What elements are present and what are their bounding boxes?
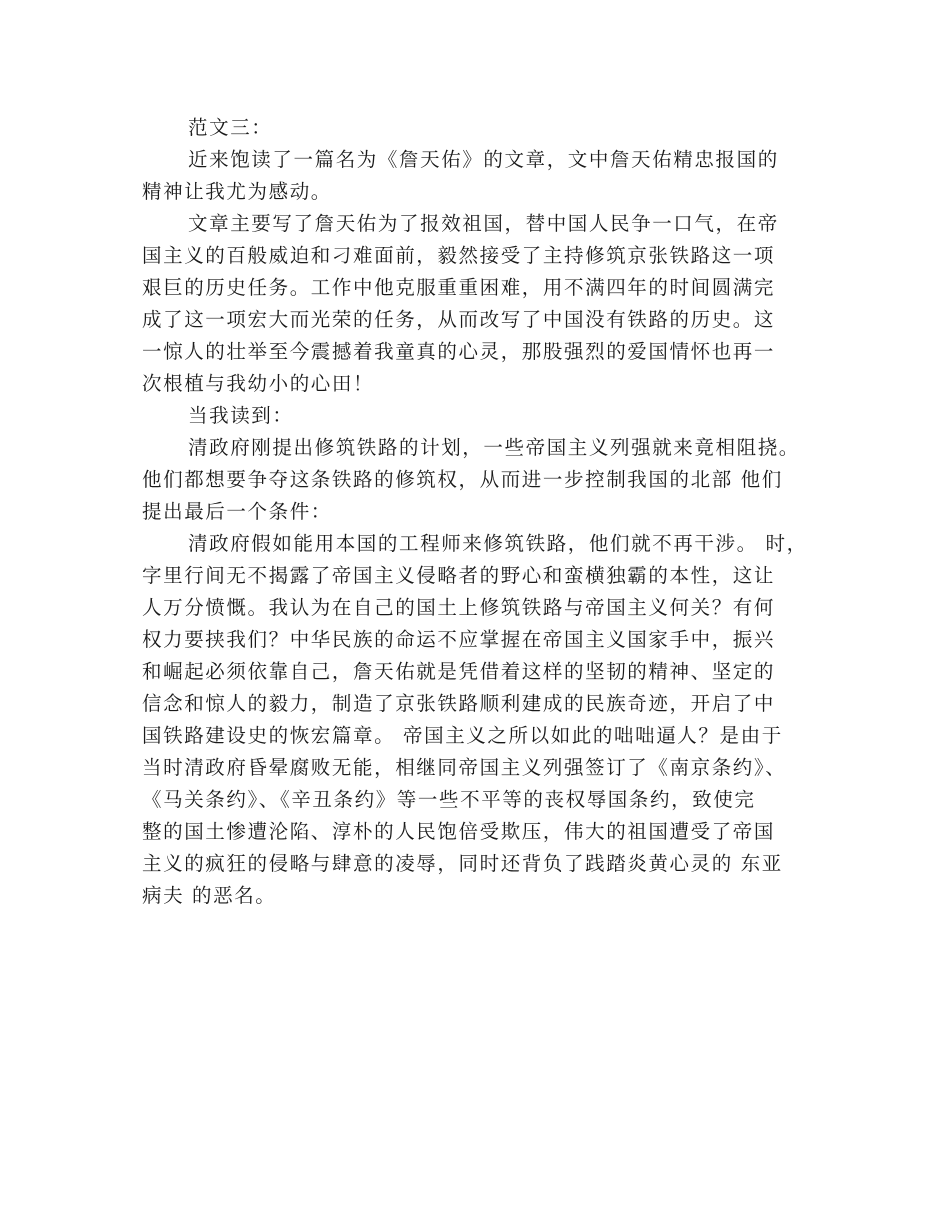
text-line: 病夫 的恶名。 [142, 884, 277, 907]
text-line: 次根植与我幼小的心田！ [142, 372, 375, 395]
essay-body [142, 112, 812, 912]
text-line: 一惊人的壮举至今震撼着我童真的心灵，那股强烈的爱国情怀也再一 [142, 340, 776, 363]
text-line: 清政府假如能用本国的工程师来修筑铁路，他们就不再干涉。 时， [188, 532, 808, 555]
text-line: 国铁路建设史的恢宏篇章。 帝国主义之所以如此的咄咄逼人？是由于 [142, 724, 783, 747]
text-line: 清政府刚提出修筑铁路的计划，一些帝国主义列强就来竟相阻挠。 [188, 436, 800, 459]
text-line: 字里行间无不揭露了帝国主义侵略者的野心和蛮横独霸的本性，这让 [142, 564, 776, 587]
text-line: 人万分愤慨。我认为在自己的国土上修筑铁路与帝国主义何关？有何 [142, 596, 776, 619]
text-line: 当我读到： [188, 404, 294, 427]
text-line: 信念和惊人的毅力，制造了京张铁路顺利建成的民族奇迹，开启了中 [142, 692, 776, 715]
text-line: 近来饱读了一篇名为《詹天佑》的文章，文中詹天佑精忠报国的 [188, 148, 779, 171]
essay-heading: 范文三： [188, 116, 273, 139]
text-line: 精神让我尤为感动。 [142, 180, 332, 203]
text-line: 提出最后一个条件： [142, 500, 332, 523]
text-line: 整的国土惨遭沦陷、淳朴的人民饱倍受欺压，伟大的祖国遭受了帝国 [142, 820, 776, 843]
text-line: 他们都想要争夺这条铁路的修筑权，从而进一步控制我国的北部 他们 [142, 468, 783, 491]
text-line: 当时清政府昏晕腐败无能，相继同帝国主义列强签订了《南京条约》、 [142, 756, 787, 779]
text-line: 权力要挟我们？中华民族的命运不应掌握在帝国主义国家手中，振兴 [142, 628, 776, 651]
text-line: 和崛起必须依靠自己，詹天佑就是凭借着这样的坚韧的精神、坚定的 [142, 660, 776, 683]
text-line: 成了这一项宏大而光荣的任务，从而改写了中国没有铁路的历史。这 [142, 308, 776, 331]
text-line: 文章主要写了詹天佑为了报效祖国，替中国人民争一口气，在帝 [188, 212, 779, 235]
text-line: 主义的疯狂的侵略与肆意的凌辱，同时还背负了践踏炎黄心灵的 东亚 [142, 852, 783, 875]
text-line: 艰巨的历史任务。工作中他克服重重困难，用不满四年的时间圆满完 [142, 276, 776, 299]
text-line: 《马关条约》、《辛丑条约》等一些不平等的丧权辱国条约，致使完 [142, 788, 756, 811]
text-line: 国主义的百般威迫和刁难面前，毅然接受了主持修筑京张铁路这一项 [142, 244, 776, 267]
